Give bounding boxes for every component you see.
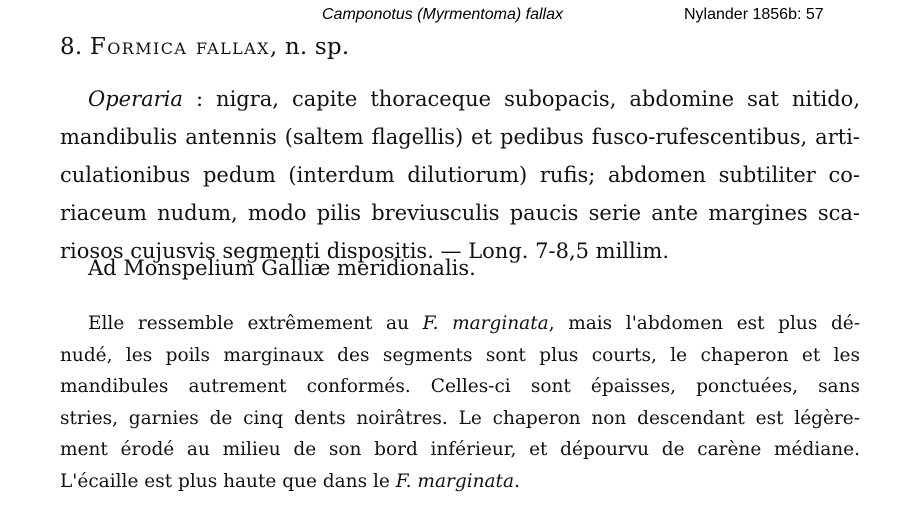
remarks-line-6 [60, 466, 860, 498]
latin-description [60, 80, 860, 270]
species-suffix: , n. sp. [269, 34, 350, 60]
locality-line: Ad Monspelium Galliæ meridionalis. [88, 256, 476, 280]
running-header [0, 6, 900, 28]
remarks-line-2: nudé, les poils marginaux des segments sont plus courts, le chaperon et les [60, 344, 860, 366]
description-line-1 [60, 80, 860, 118]
remarks-line-5: ment érodé au milieu de son bord inférieur, et dépourvu de carène médiane. [60, 439, 860, 460]
remarks-line-3: mandibules autrement conformés. Celles-ci sont épaisses, ponctuées, sans [60, 376, 860, 397]
french-remarks [60, 308, 860, 497]
species-name: Formica fallax [89, 34, 270, 60]
description-line-3: culationibus pedum (interdum dilutiorum) rufis; abdomen subtiliter co- [60, 163, 860, 187]
remarks-line-4: stries, garnies de cinq dents noirâtres. Le chaperon non descendant est légère- [60, 407, 860, 429]
description-line-1-text: : nigra, capite thoraceque subopacis, abdomine sat nitido, [182, 87, 860, 111]
caste-label: Operaria [88, 87, 183, 111]
species-title [60, 34, 349, 60]
remarks-line-6-a: L'écaille est plus haute que dans le [60, 470, 396, 492]
header-species-name: Camponotus (Myrmentoma) fallax [322, 6, 563, 23]
description-line-5: riosos cujusvis segmenti dispositis. — Long. 7-8,5 millim. [60, 239, 670, 263]
remarks-line-6-b: . [514, 470, 520, 492]
header-citation: Nylander 1856b: 57 [684, 6, 824, 23]
species-number: 8. [60, 34, 83, 60]
description-line-2: mandibulis antennis (saltem flagellis) et pedibus fusco-rufescentibus, arti- [60, 125, 860, 149]
remarks-species-ref-2: F. marginata [395, 470, 515, 492]
remarks-line-1 [60, 308, 860, 340]
remarks-line-1-b: , mais l'abdomen est plus dé- [548, 313, 860, 334]
description-line-4: riaceum nudum, modo pilis breviusculis paucis serie ante margines sca- [60, 201, 860, 225]
remarks-species-ref-1: F. marginata [422, 313, 549, 334]
remarks-line-1-a: Elle ressemble extrêmement au [88, 313, 423, 334]
